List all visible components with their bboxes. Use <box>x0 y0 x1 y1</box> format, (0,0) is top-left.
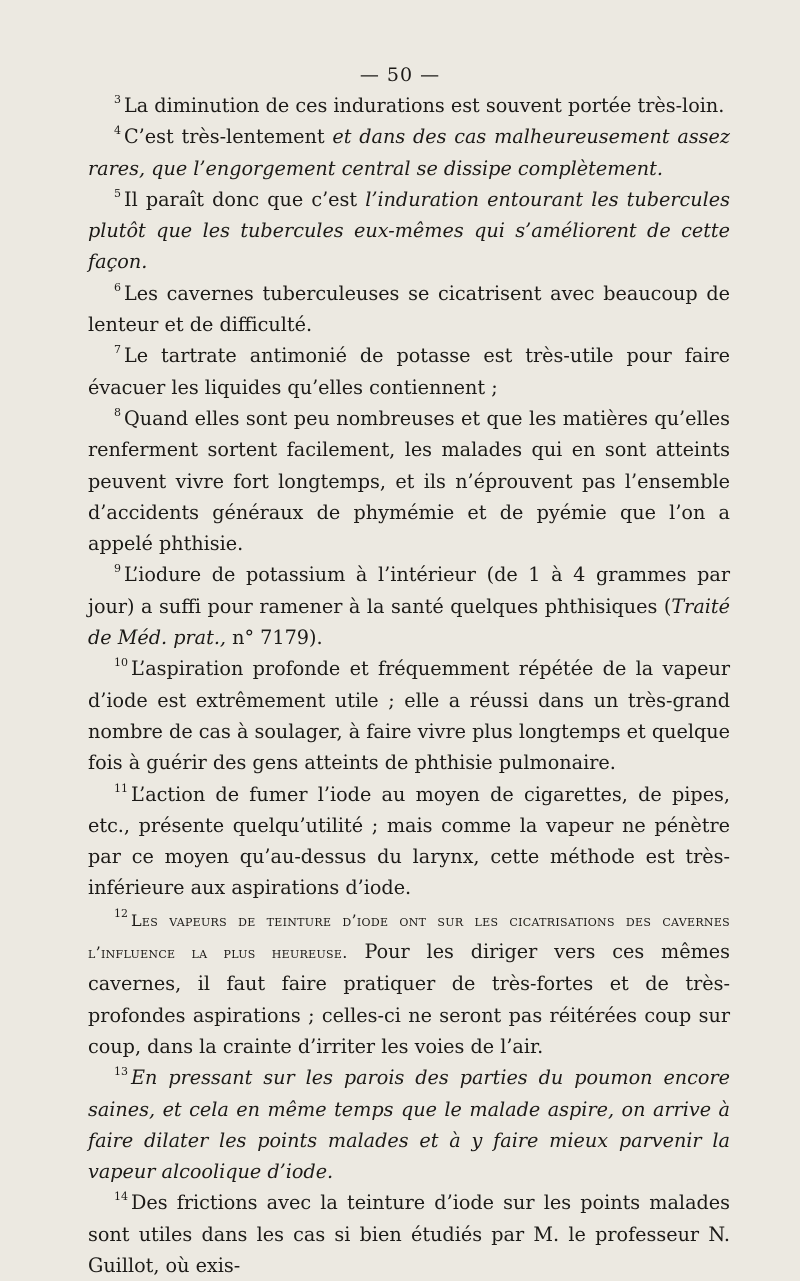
note-text: Quand elles sont peu nombreuses et que les matières qu’elles renferment sortent facilement, les malades qui en sont atteints peuvent vivre fort longtemps, et ils n’éprouvent pas l’ensemble d’accidents généraux de phymémie et de pyémie que l’on a appelé phthisie. <box>88 406 730 556</box>
note-paragraph-14 <box>88 1187 730 1281</box>
note-paragraph-7 <box>88 340 730 403</box>
note-number: 8 <box>114 405 121 419</box>
note-paragraph-8 <box>88 403 730 559</box>
page-body-text <box>88 90 730 1281</box>
note-text: Les cavernes tuberculeuses se cicatrisent avec beaucoup de lenteur et de difficulté. <box>88 281 730 337</box>
note-text: L’aspiration profonde et fréquemment répétée de la vapeur d’iode est extrêmement utile ; elle a réussi dans un très-grand nombre de cas à soulager, à faire vivre plus longtemps et quelque fois à guérir des gens atteints de phthisie pulmonaire. <box>88 657 730 775</box>
note-number: 6 <box>114 280 121 294</box>
note-text: n° 7179). <box>226 626 323 650</box>
note-number: 4 <box>114 124 121 138</box>
note-text: L’iodure de potassium à l’intérieur (de 1 à 4 grammes par jour) a suffi pour ramener à la santé quelques phthisiques ( <box>88 563 730 618</box>
note-number: 12 <box>114 906 128 920</box>
note-paragraph-13 <box>88 1062 730 1187</box>
note-number: 10 <box>114 656 128 670</box>
note-number: 11 <box>114 781 128 795</box>
note-paragraph-4 <box>88 121 730 184</box>
note-paragraph-3 <box>88 90 730 121</box>
page-number: — 50 — <box>359 64 441 86</box>
note-text: C’est très-lentement <box>124 125 333 149</box>
note-text: Des frictions avec la teinture d’iode sur les points malades sont utiles dans les cas si bien étudiés par M. le professeur N. Guillot, où exis- <box>88 1191 730 1277</box>
note-paragraph-10 <box>88 653 730 778</box>
note-text: L’action de fumer l’iode au moyen de cigarettes, de pipes, etc., présente quelqu’utilité ; mais comme la vapeur ne pénètre par ce moyen qu’au-dessus du larynx, cette méthode est très-inférieure aux aspirations d’iode. <box>88 782 730 900</box>
note-text: Les vapeurs de teinture d’iode ont sur les cicatrisations des cavernes l’influence la plus heureuse. <box>88 910 730 963</box>
note-number: 5 <box>114 186 121 200</box>
note-paragraph-6 <box>88 278 730 341</box>
note-text: l’induration entourant les tubercules plutôt que les tubercules eux-mêmes qui s’améliorent de cette façon. <box>88 187 730 274</box>
note-text: Il paraît donc que c’est <box>124 187 366 211</box>
note-number: 3 <box>114 93 121 106</box>
note-text: Traité de Méd. prat., <box>88 594 730 650</box>
note-number: 7 <box>114 343 121 357</box>
note-paragraph-5 <box>88 184 730 278</box>
note-number: 9 <box>114 562 121 576</box>
note-text: Pour les diriger vers ces mêmes cavernes, il faut faire pratiquer de très-fortes et de très-profondes aspirations ; celles-ci ne seront pas réitérées coup sur coup, dans la crainte d’irriter les voies de l’air. <box>88 940 730 1058</box>
note-text: En pressant sur les parois des parties du poumon encore saines, et cela en même temps que le malade aspire, on arrive à faire dilater les points malades et à y faire mieux parvenir la vapeur alcoolique d’iode. <box>88 1066 730 1184</box>
note-text: La diminution de ces indurations est souvent portée très-loin. <box>124 94 725 117</box>
note-text: et dans des cas malheureusement assez rares, que l’engorgement central se dissipe complètement. <box>88 125 730 180</box>
note-paragraph-11 <box>88 779 730 904</box>
note-number: 13 <box>114 1065 128 1079</box>
note-number: 14 <box>114 1190 128 1204</box>
note-text: Le tartrate antimonié de potasse est très-utile pour faire évacuer les liquides qu’elles contiennent ; <box>88 344 730 399</box>
note-paragraph-12 <box>88 904 730 1062</box>
note-paragraph-9 <box>88 559 730 653</box>
